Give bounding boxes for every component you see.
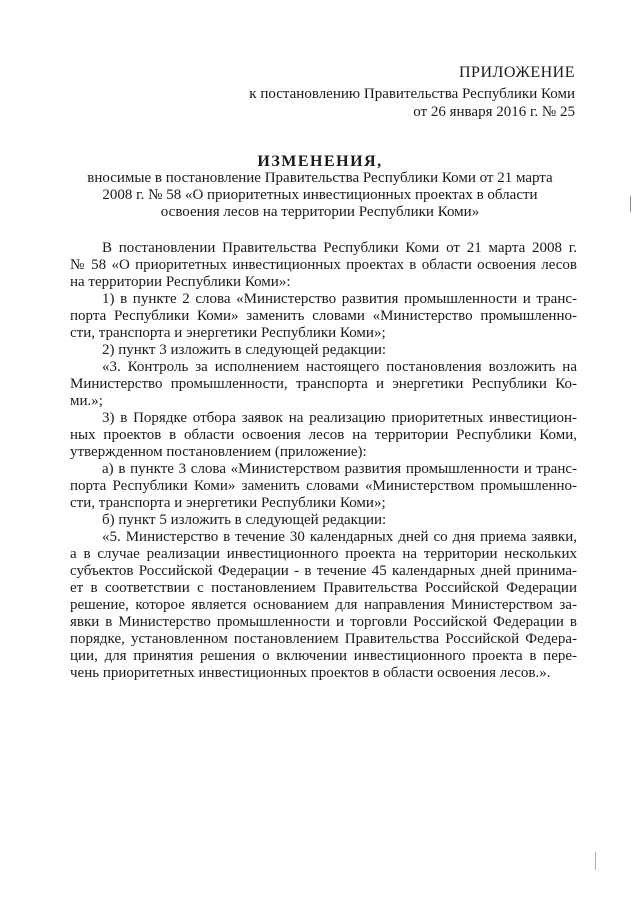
scan-artifact xyxy=(595,852,596,870)
document-subtitle-line-2: 2008 г. № 58 «О приоритетных инвестиционных проектах в области xyxy=(102,187,538,203)
body-line: 1) в пункте 2 слова «Министерство развития промышленности и транс- xyxy=(102,291,577,307)
body-line: порядке, установленном постановлением Правительства Российской Федера- xyxy=(70,631,577,647)
body-line: «3. Контроль за исполнением настоящего постановления возложить на xyxy=(102,359,577,375)
body-line: В постановлении Правительства Республики Коми от 21 марта 2008 г. xyxy=(102,240,577,256)
document-subtitle-line-1: вносимые в постановление Правительства Республики Коми от 21 марта xyxy=(87,170,553,186)
body-line: «5. Министерство в течение 30 календарных дней со дня приема заявки, xyxy=(102,529,577,545)
body-line: решение, которое является основанием для направления Министерством за- xyxy=(70,597,577,613)
body-line: явки в Министерство промышленности и торговли Российской Федерации в xyxy=(70,614,577,630)
body-line: порта Республики Коми» заменить словами «Министерством промышленно- xyxy=(70,478,577,494)
body-line: ных проектов в области освоения лесов на территории Республики Коми, xyxy=(70,427,577,443)
body-line: № 58 «О приоритетных инвестиционных проектах в области освоения лесов xyxy=(70,257,577,273)
body-line: ции, для принятия решения о включении инвестиционного проекта в пере- xyxy=(70,648,577,664)
body-line: порта Республики Коми» заменить словами «Министерство промышленно- xyxy=(70,308,577,324)
appendix-resolution-line: к постановлению Правительства Республики Коми xyxy=(249,86,575,102)
body-line: ет в соответствии с постановлением Правительства Российской Федерации xyxy=(70,580,577,596)
appendix-label: ПРИЛОЖЕНИЕ xyxy=(458,64,575,81)
body-line: а) в пункте 3 слова «Министерством развития промышленности и транс- xyxy=(102,461,577,477)
document-subtitle-line-3: освоения лесов на территории Республики Коми» xyxy=(160,204,480,220)
body-line: сти, транспорта и энергетики Республики Коми»; xyxy=(70,495,386,511)
body-line: Министерство промышленности, транспорта и энергетики Республики Ко- xyxy=(70,376,577,392)
body-line: ми.»; xyxy=(70,393,103,409)
body-line: на территории Республики Коми»: xyxy=(70,274,291,290)
body-line: утвержденном постановлением (приложение): xyxy=(70,444,367,460)
appendix-date-number: от 26 января 2016 г. № 25 xyxy=(413,104,575,120)
body-line: а в случае реализации инвестиционного проекта на территории нескольких xyxy=(70,546,577,562)
body-line: 3) в Порядке отбора заявок на реализацию приоритетных инвестицион- xyxy=(102,410,577,426)
body-line: б) пункт 5 изложить в следующей редакции: xyxy=(102,512,387,528)
document-heading: ИЗМЕНЕНИЯ, xyxy=(257,153,383,170)
body-line: чень приоритетных инвестиционных проектов в области освоения лесов.». xyxy=(70,665,551,681)
body-line: 2) пункт 3 изложить в следующей редакции: xyxy=(102,342,387,358)
body-line: субъектов Российской Федерации - в течение 45 календарных дней принима- xyxy=(70,563,577,579)
scan-artifact xyxy=(630,196,631,212)
body-line: сти, транспорта и энергетики Республики Коми»; xyxy=(70,325,386,341)
